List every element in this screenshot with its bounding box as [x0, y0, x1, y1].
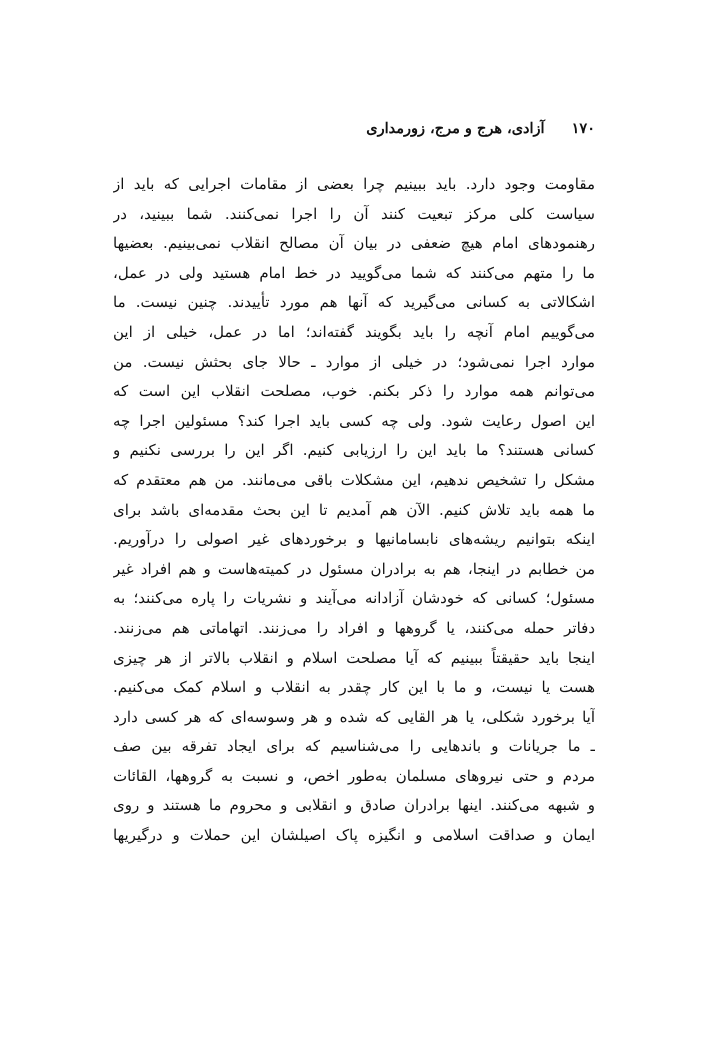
text-line: آیا برخورد شکلی، یا هر القایی که شده و هر وسوسه‌ای که هر کسی دارد	[113, 707, 595, 726]
text-line: می‌گوییم امام آنچه را باید بگویند گفته‌اند؛ اما در عمل، خیلی از این	[113, 322, 595, 341]
text-line: سیاست کلی مرکز تبعیت کنند آن را اجرا نمی‌کنند. شما ببینید، در	[113, 204, 595, 223]
text-line: می‌توانم همه موارد را ذکر بکنم. خوب، مصلحت انقلاب این است که	[113, 382, 595, 401]
text-line: ما را متهم می‌کنند که شما می‌گویید در خط امام هستید ولی در عمل،	[113, 263, 595, 282]
text-line: مسئول؛ کسانی که خودشان آزادانه می‌آیند و نشریات را پاره می‌کنند؛ به	[113, 589, 595, 608]
text-line: دفاتر حمله می‌کنند، یا گروهها و افراد را می‌زنند. اتهاماتی هم می‌زنند.	[113, 618, 595, 637]
running-head	[113, 118, 595, 140]
text-line: مشکل را تشخیص ندهیم، این مشکلات باقی می‌مانند. من هم معتقدم که	[113, 470, 595, 489]
running-head-title: آزادی، هرج و مرج، زورمداری	[366, 120, 545, 137]
text-line: من خطابم در اینجا، هم به برادران مسئول در کمیته‌هاست و هم افراد غیر	[113, 559, 595, 578]
text-line: اشکالاتی به کسانی می‌گیرید که آنها هم مورد تأییدند. چنین نیست. ما	[113, 293, 595, 312]
text-line: ـ ما جریانات و باندهایی را می‌شناسیم که برای ایجاد تفرقه بین صف	[113, 737, 595, 756]
text-line: اینجا باید حقیقتاً ببینیم که آیا مصلحت اسلام و انقلاب بالاتر از هر چیزی	[113, 648, 595, 667]
text-line: ایمان و صداقت اسلامی و انگیزه پاک اصیلشان این حملات و درگیریها	[113, 826, 595, 845]
text-line: هست یا نیست، و ما با این کار چقدر به انقلاب و اسلام کمک می‌کنیم.	[113, 678, 595, 697]
text-line: اینکه بتوانیم ریشه‌های نابسامانیها و برخوردهای غیر اصولی را درآوریم.	[113, 530, 595, 549]
text-line: مقاومت وجود دارد. باید ببینیم چرا بعضی از مقامات اجرایی که باید از	[113, 175, 595, 193]
page-number: ۱۷۰	[571, 120, 595, 137]
text-line: ما همه باید تلاش کنیم. الآن هم آمدیم تا این بحث مقدمه‌ای باشد برای	[113, 500, 595, 519]
text-line: موارد اجرا نمی‌شود؛ در خیلی از موارد ـ حالا جای بحثش نیست. من	[113, 352, 595, 371]
text-line: مردم و حتی نیروهای مسلمان به‌طور اخص، و نسبت به گروهها، القائات	[113, 766, 595, 785]
text-line: کسانی هستند؟ ما باید این را ارزیابی کنیم. اگر این را بررسی نکنیم و	[113, 441, 595, 460]
text-line: رهنمودهای امام هیچ ضعفی در بیان آن مصالح انقلاب نمی‌بینیم. بعضیها	[113, 234, 595, 253]
text-line: و شبهه می‌کنند. اینها برادران صادق و انقلابی و محروم ما هستند و روی	[113, 796, 595, 815]
body-text	[113, 170, 595, 851]
text-line: این اصول رعایت شود. ولی چه کسی باید اجرا کند؟ مسئولین اجرا چه	[113, 411, 595, 430]
